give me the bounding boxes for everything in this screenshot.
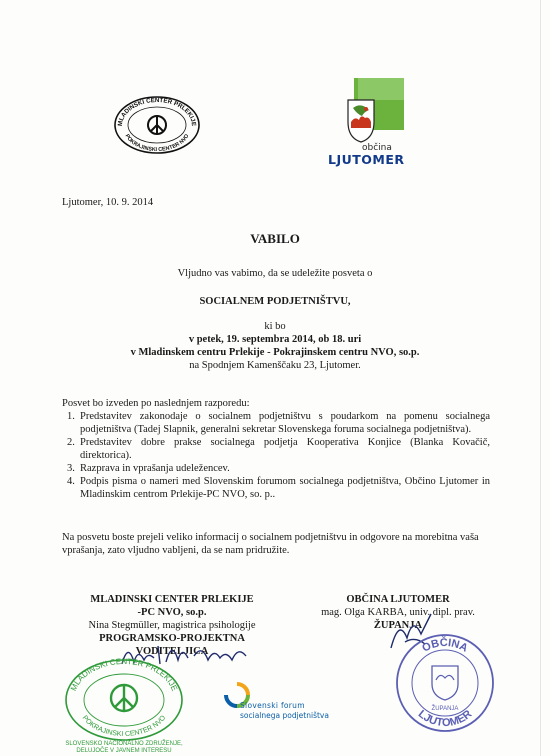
svg-text:LJUTOMER: LJUTOMER xyxy=(415,707,475,730)
agenda-item: 1. Predstavitev zakonodaje o socialnem podjetništvu s poudarkom na pomenu socialnega podjetništva (Tadej Slapnik, generalni sekretar Slovenskega foruma socialnega podjetništva). xyxy=(67,411,490,435)
logo-arc-bottom: POKRAJINSKI CENTER NVO xyxy=(123,133,191,154)
agenda-item: 4. Podpis pisma o nameri med Slovenskim forumom socialnega podjetništva, Občino Ljutomer in Mladinskim centrom Prlekije-PC NVO, so. p.. xyxy=(67,476,490,500)
forum-name: Slovenski forum xyxy=(240,701,305,710)
org-name: OBČINA LJUTOMER xyxy=(346,594,450,605)
signatory-role-2: VODITELJICA xyxy=(135,646,209,657)
agenda-item: 3. Razprava in vprašanja udeležencev. xyxy=(67,463,230,474)
peace-sign-icon xyxy=(111,685,137,711)
coat-of-arms-icon xyxy=(432,666,458,700)
event-address: na Spodnjem Kamenščaku 23, Ljutomer. xyxy=(189,360,361,371)
forum-subtitle: socialnega podjetništva xyxy=(240,711,329,720)
signatory-role: ŽUPANJA xyxy=(373,620,423,631)
svg-text:DELUJOČE V JAVNEM INTERESU: DELUJOČE V JAVNEM INTERESU xyxy=(76,748,172,752)
signatory-name: mag. Olga KARBA, univ. dipl. prav. xyxy=(321,607,475,618)
agenda-intro: Posvet bo izveden po naslednjem razporedu: xyxy=(62,398,250,409)
event-date-time: v petek, 19. septembra 2014, ob 18. uri xyxy=(188,334,362,345)
ljutomer-wordmark: LJUTOMER xyxy=(328,152,405,167)
topic-line: SOCIALNEM PODJETNIŠTVU, xyxy=(199,296,351,307)
agenda-item: 2. Predstavitev dobre prakse socialnega podjetja Kooperativa Konjice (Blanka Kovačič, direktorica). xyxy=(67,437,490,461)
svg-text:OBČINA: OBČINA xyxy=(420,636,470,655)
signatory-role: PROGRAMSKO-PROJEKTNA xyxy=(99,633,245,644)
intro-line: Vljudno vas vabimo, da se udeležite posveta o xyxy=(177,268,373,279)
event-venue: v Mladinskem centru Prlekije - Pokrajinskem centru NVO, so.p. xyxy=(130,347,420,358)
mladinski-center-logo xyxy=(112,93,202,155)
agenda-list xyxy=(62,410,490,501)
svg-text:ŽUPANJA: ŽUPANJA xyxy=(431,706,459,712)
peace-sign-icon xyxy=(148,116,166,134)
logo-arc-top: MLADINSKI CENTER PRLEKIJE xyxy=(116,96,198,127)
signatory-name: Nina Stegmüller, magistrica psihologije xyxy=(88,620,256,631)
place-and-date: Ljutomer, 10. 9. 2014 xyxy=(62,197,154,208)
svg-text:POKRAJINSKI CENTER NVO: POKRAJINSKI CENTER NVO xyxy=(80,714,168,739)
obcina-ljutomer-stamp xyxy=(394,632,496,734)
org-name: MLADINSKI CENTER PRLEKIJE xyxy=(90,594,254,605)
page-edge-shadow xyxy=(540,0,541,756)
obcina-label: občina xyxy=(362,143,392,153)
mladinski-center-stamp xyxy=(60,652,188,752)
svg-text:SLOVENSKO NACIONALNO ZDRUŽENJE: SLOVENSKO NACIONALNO ZDRUŽENJE, xyxy=(65,741,183,747)
ki-bo-line: ki bo xyxy=(264,321,286,332)
letter-title: VABILO xyxy=(250,231,300,246)
closing-paragraph: Na posvetu boste prejeli veliko informacij o socialnem podjetništvu in odgovore na morebitna vaša vprašanja, zato vljudno vabljeni, da se nam pridružite. xyxy=(62,532,479,556)
svg-text:MLADINSKI CENTER PRLEKIJE: MLADINSKI CENTER PRLEKIJE xyxy=(68,656,180,693)
org-suffix: -PC NVO, so.p. xyxy=(137,607,207,618)
